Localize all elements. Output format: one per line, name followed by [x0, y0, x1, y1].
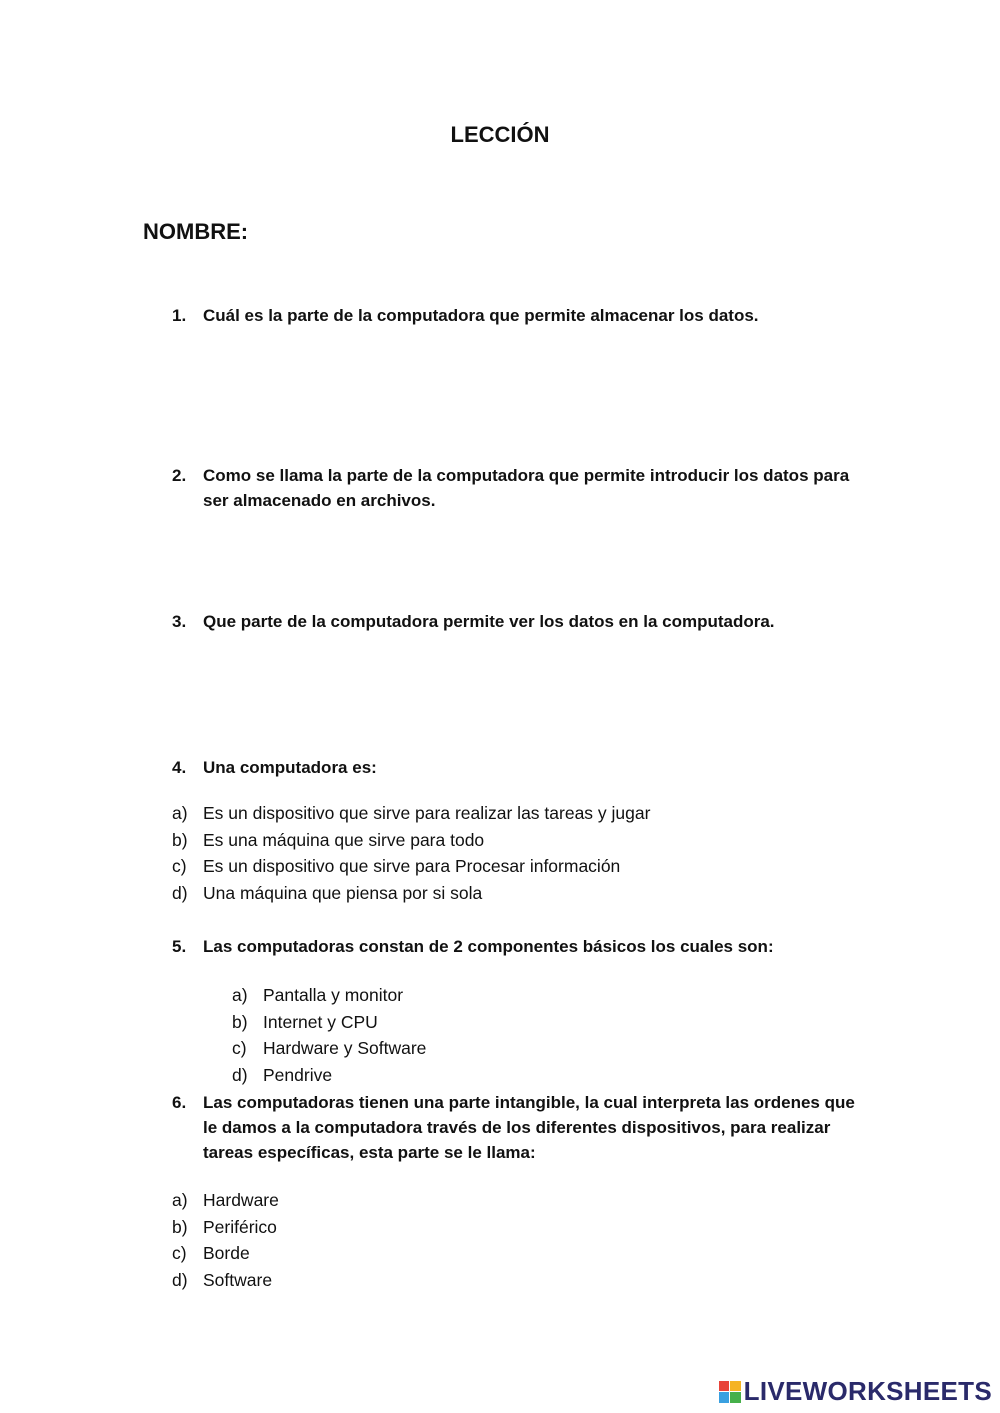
- question-number: 4.: [172, 758, 187, 777]
- question-1: [172, 303, 862, 328]
- question-text: Las computadoras constan de 2 componentes básicos los cuales son:: [203, 937, 774, 956]
- option-text: Periférico: [203, 1216, 277, 1237]
- question-5-options: [232, 982, 426, 1088]
- option-text: Pantalla y monitor: [263, 985, 404, 1005]
- option-text: Es una máquina que sirve para todo: [203, 829, 485, 850]
- question-number: 2.: [172, 466, 187, 485]
- option-letter: a): [232, 985, 248, 1005]
- option-letter: a): [172, 803, 188, 823]
- option-text: Es un dispositivo que sirve para Procesar información: [203, 856, 621, 876]
- option-d: [232, 1062, 426, 1089]
- option-b: [232, 1009, 426, 1036]
- option-letter: d): [172, 1269, 188, 1290]
- question-4: [172, 755, 862, 780]
- question-number: 5.: [172, 937, 187, 956]
- option-text: Pendrive: [263, 1064, 333, 1085]
- question-3: [172, 609, 862, 634]
- option-letter: b): [232, 1011, 248, 1032]
- page-title: LECCIÓN: [450, 122, 550, 147]
- option-d: [172, 1267, 279, 1294]
- option-a: [172, 800, 650, 827]
- option-text: Una máquina que piensa por si sola: [203, 882, 483, 903]
- option-a: [172, 1187, 279, 1214]
- question-6: [172, 1090, 862, 1165]
- option-text: Hardware: [203, 1190, 279, 1210]
- logo-square: [719, 1392, 730, 1403]
- question-text: Como se llama la parte de la computadora que permite introducir los datos para ser almacenado en archivos.: [203, 466, 850, 510]
- logo-square: [730, 1381, 741, 1392]
- option-b: [172, 827, 650, 854]
- question-4-options: [172, 800, 650, 906]
- question-number: 1.: [172, 306, 187, 325]
- option-letter: c): [232, 1038, 247, 1058]
- option-letter: b): [172, 1216, 188, 1237]
- liveworksheets-logo-icon: [719, 1381, 741, 1403]
- option-text: Borde: [203, 1243, 250, 1263]
- name-label: NOMBRE:: [143, 219, 249, 244]
- option-c: [232, 1035, 426, 1062]
- question-number: 6.: [172, 1093, 187, 1112]
- question-text: Las computadoras tienen una parte intangible, la cual interpreta las ordenes que le damos a la computadora través de los diferentes dispositivos, para realizar tareas específicas, esta parte se le llama:: [203, 1093, 855, 1162]
- option-letter: a): [172, 1190, 188, 1210]
- option-text: Es un dispositivo que sirve para realizar las tareas y jugar: [203, 803, 651, 823]
- option-text: Internet y CPU: [263, 1011, 378, 1032]
- option-letter: d): [232, 1064, 248, 1085]
- option-letter: b): [172, 829, 188, 850]
- option-c: [172, 1240, 279, 1267]
- brand-name: LIVEWORKSHEETS: [743, 1376, 992, 1406]
- question-5: [172, 934, 862, 959]
- question-2: [172, 463, 862, 513]
- option-letter: d): [172, 882, 188, 903]
- liveworksheets-logo: [719, 1376, 992, 1407]
- option-letter: c): [172, 856, 187, 876]
- option-c: [172, 853, 650, 880]
- option-text: Software: [203, 1269, 273, 1290]
- logo-square: [719, 1381, 730, 1392]
- option-d: [172, 880, 650, 907]
- option-letter: c): [172, 1243, 187, 1263]
- question-text: Una computadora es:: [203, 758, 377, 777]
- option-a: [232, 982, 426, 1009]
- question-text: Cuál es la parte de la computadora que permite almacenar los datos.: [203, 306, 759, 325]
- question-number: 3.: [172, 612, 187, 631]
- option-b: [172, 1214, 279, 1241]
- question-text: Que parte de la computadora permite ver los datos en la computadora.: [203, 612, 775, 631]
- question-6-options: [172, 1187, 279, 1293]
- option-text: Hardware y Software: [263, 1038, 427, 1058]
- logo-square: [730, 1392, 741, 1403]
